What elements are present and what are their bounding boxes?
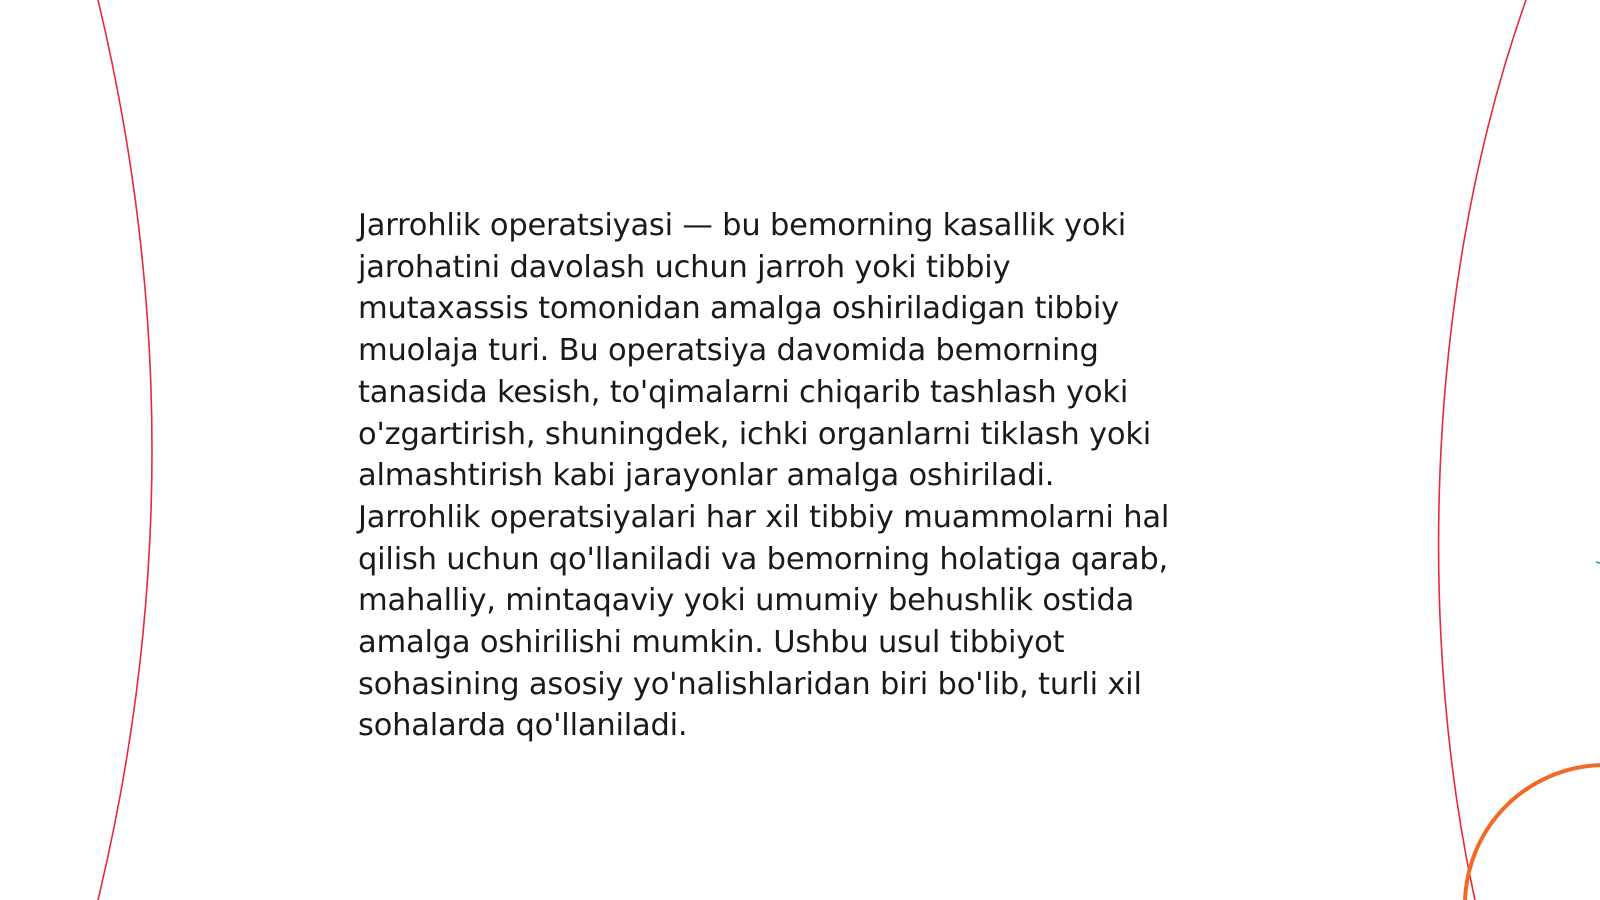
right-red-curve: [1439, 0, 1526, 900]
green-accent-mark: [1596, 562, 1600, 563]
body-paragraph: Jarrohlik operatsiyasi — bu bemorning kasallik yoki jarohatini davolash uchun jarroh yoki tibbiy mutaxassis tomonidan amalga oshiriladigan tibbiy muolaja turi. Bu operatsiya davomida bemorning tanasida kesish, to'qimalarni chiqarib tashlash yoki o'zgartirish, shuningdek, ichki organlarni tiklash yoki almashtirish kabi jarayonlar amalga oshiriladi. Jarrohlik operatsiyalari har xil tibbiy muammolarni hal qilish uchun qo'llaniladi va bemorning holatiga qarab, mahalliy, mintaqaviy yoki umumiy behushlik ostida amalga oshirilishi mumkin. Ushbu usul tibbiyot sohasining asosiy yo'nalishlaridan biri bo'lib, turli xil sohalarda qo'llaniladi.: [358, 208, 1170, 744]
orange-circle-arc: [1465, 765, 1600, 900]
left-red-curve: [98, 0, 152, 900]
